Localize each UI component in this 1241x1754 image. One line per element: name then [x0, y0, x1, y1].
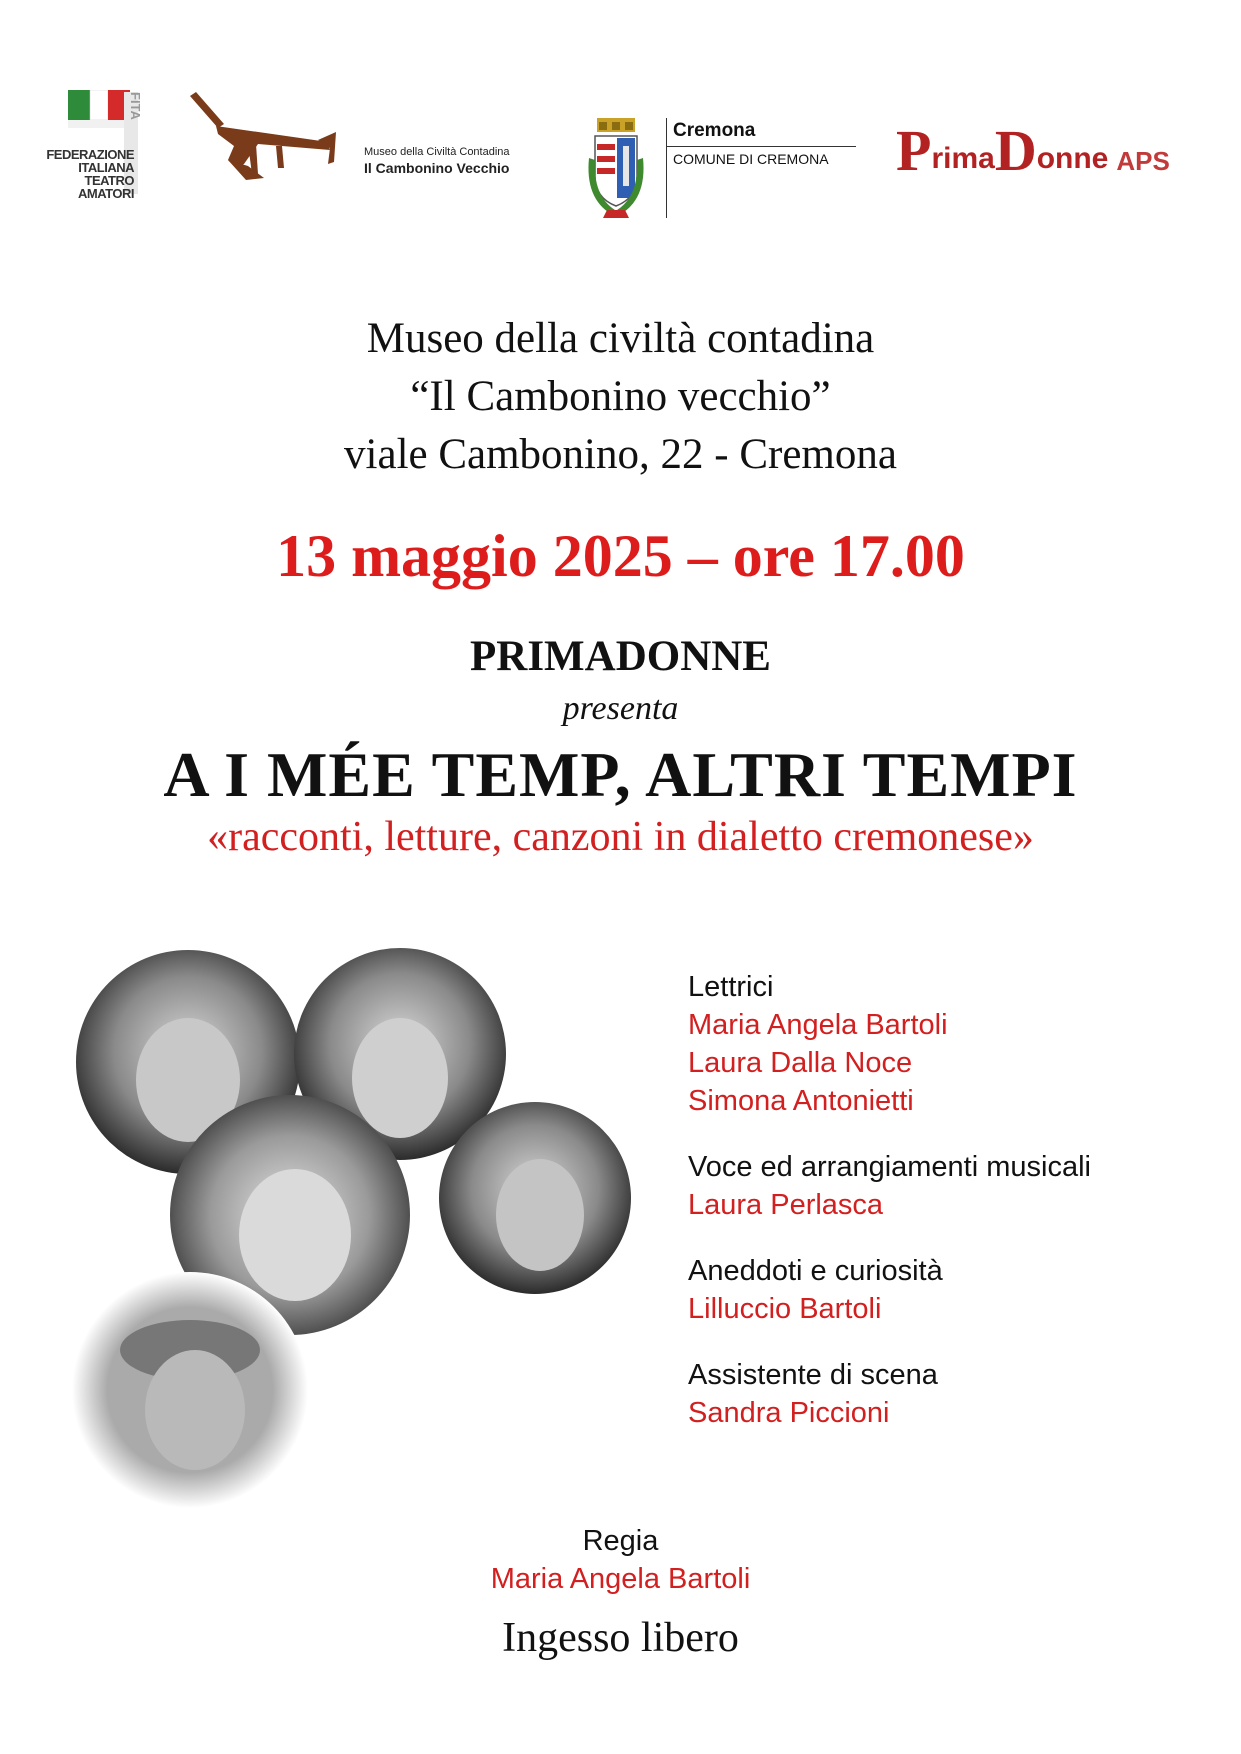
performers-photo-collage	[70, 940, 650, 1520]
event-date: 13 maggio 2025 – ore 17.00	[276, 523, 965, 589]
venue-line2: “Il Cambonino vecchio”	[410, 373, 831, 420]
credit-role: Voce ed arrangiamenti musicali	[688, 1151, 1091, 1183]
credit-person: Maria Angela Bartoli	[688, 1009, 948, 1041]
credit-person: Lilluccio Bartoli	[688, 1293, 882, 1325]
credit-person: Laura Dalla Noce	[688, 1047, 913, 1079]
venue-line3: viale Cambonino, 22 - Cremona	[344, 431, 897, 478]
venue-line1: Museo della civiltà contadina	[366, 315, 875, 362]
credit-group-anecdotes	[688, 1252, 1091, 1328]
direction-block	[0, 1522, 1241, 1598]
credit-role: Aneddoti e curiosità	[688, 1255, 943, 1287]
credit-group-stage-assistant	[688, 1356, 1091, 1432]
cremona-coat-of-arms-icon	[585, 118, 647, 220]
credits-list	[688, 968, 1091, 1460]
fita-side-text: FITA	[128, 92, 143, 120]
cremona-divider-horizontal	[666, 146, 856, 147]
museo-logo	[364, 146, 510, 176]
cremona-name: Cremona	[673, 120, 756, 141]
primadonne-logo-onne: onne	[1036, 142, 1109, 175]
event-organizer: PRIMADONNE	[470, 633, 771, 680]
venue-block	[0, 310, 1241, 484]
event-subtitle: «racconti, letture, canzoni in dialetto cremonese»	[207, 814, 1034, 860]
credit-role: Lettrici	[688, 971, 774, 1003]
credit-person: Laura Perlasca	[688, 1189, 884, 1221]
plough-icon	[188, 92, 338, 184]
primadonne-logo-p: P	[896, 118, 932, 183]
museo-logo-line1: Museo della Civiltà Contadina	[364, 146, 510, 158]
direction-person: Maria Angela Bartoli	[490, 1563, 751, 1595]
fita-logo-text: FEDERAZIONE ITALIANA TEATRO AMATORI	[46, 147, 134, 201]
cremona-subtitle: COMUNE DI CREMONA	[673, 151, 829, 167]
cremona-divider-vertical	[666, 118, 667, 218]
primadonne-logo-rima: rima	[931, 142, 995, 175]
credit-group-readers	[688, 968, 1091, 1120]
credit-person: Simona Antonietti	[688, 1085, 914, 1117]
event-title: A I MÉE TEMP, ALTRI TEMPI	[163, 739, 1078, 810]
primadonne-logo	[896, 104, 1170, 183]
credit-group-music	[688, 1148, 1091, 1224]
credit-role: Assistente di scena	[688, 1359, 938, 1391]
direction-role: Regia	[582, 1525, 659, 1557]
admission-note: Ingesso libero	[502, 1615, 739, 1661]
event-presents: presenta	[562, 690, 679, 727]
primadonne-logo-d: D	[994, 118, 1037, 183]
credit-person: Sandra Piccioni	[688, 1397, 890, 1429]
primadonne-logo-aps: APS	[1116, 146, 1170, 176]
museo-logo-line2: Il Cambonino Vecchio	[364, 160, 510, 176]
